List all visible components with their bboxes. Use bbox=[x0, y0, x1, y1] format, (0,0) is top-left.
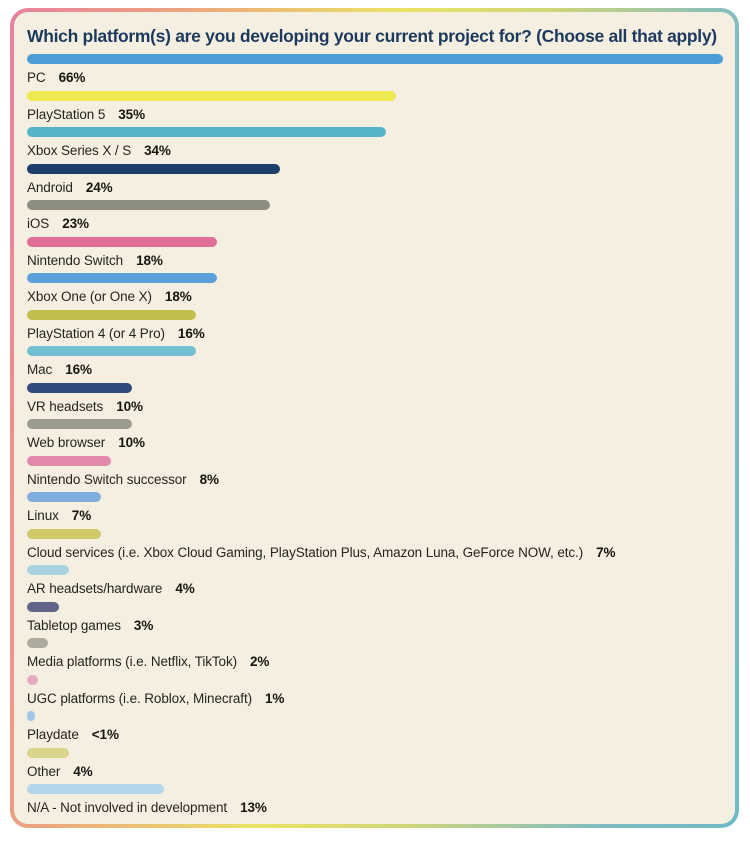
bar-label: PlayStation 5 bbox=[27, 106, 106, 122]
bar-label: PC bbox=[27, 70, 46, 85]
bar-label: Xbox Series X / S bbox=[27, 143, 132, 158]
bar-value: 3% bbox=[133, 617, 154, 633]
bar-value: 23% bbox=[62, 216, 89, 231]
bar bbox=[27, 711, 35, 721]
bar bbox=[27, 456, 111, 466]
bar-label: Playdate bbox=[27, 727, 79, 742]
bar-row bbox=[27, 346, 723, 377]
bar-row bbox=[27, 456, 723, 487]
bar-row bbox=[27, 237, 723, 268]
bar-label: Mac bbox=[27, 362, 53, 377]
bar-row bbox=[27, 54, 723, 85]
bar-row bbox=[27, 748, 723, 779]
bar-label: UGC platforms (i.e. Roblox, Minecraft) bbox=[27, 690, 253, 706]
bar-label-line bbox=[27, 144, 723, 158]
bar-label-line bbox=[27, 363, 723, 377]
bar-row bbox=[27, 784, 723, 815]
bar-value: <1% bbox=[91, 727, 119, 742]
bar bbox=[27, 492, 101, 502]
bar bbox=[27, 127, 386, 137]
bar-label-line bbox=[27, 801, 723, 815]
bar-value: 13% bbox=[240, 800, 267, 815]
bar bbox=[27, 602, 59, 612]
bar-label: Nintendo Switch successor bbox=[27, 471, 187, 487]
bar-label-line bbox=[27, 728, 723, 742]
bar-label-line bbox=[27, 582, 723, 596]
bar bbox=[27, 748, 69, 758]
bar-label: iOS bbox=[27, 216, 50, 231]
bar bbox=[27, 565, 69, 575]
bar-row bbox=[27, 675, 723, 706]
bar-label-line bbox=[27, 71, 723, 85]
bar bbox=[27, 529, 101, 539]
bar-label-line bbox=[27, 217, 723, 231]
bar-value: 4% bbox=[73, 763, 93, 779]
bar-row bbox=[27, 127, 723, 158]
chart-title: Which platform(s) are you developing your current project for? (Choose all that apply) bbox=[27, 26, 717, 46]
bar bbox=[27, 419, 132, 429]
bar bbox=[27, 784, 164, 794]
bar bbox=[27, 91, 396, 101]
bar-value: 16% bbox=[177, 325, 205, 341]
bar-label: Cloud services (i.e. Xbox Cloud Gaming, PlayStation Plus, Amazon Luna, GeForce NOW, etc.) bbox=[27, 544, 584, 560]
bar-row bbox=[27, 419, 723, 450]
bar-value: 16% bbox=[65, 362, 92, 377]
bar bbox=[27, 273, 217, 283]
bar bbox=[27, 200, 270, 210]
bar-value: 24% bbox=[85, 179, 113, 195]
bar-value: 35% bbox=[118, 106, 145, 122]
bar bbox=[27, 310, 196, 320]
bar-label: Other bbox=[27, 763, 61, 779]
bar-value: 10% bbox=[118, 435, 145, 450]
bar-label: N/A - Not involved in development bbox=[27, 800, 228, 815]
bar-row bbox=[27, 492, 723, 523]
bar-row bbox=[27, 200, 723, 231]
bar-label-line bbox=[27, 108, 723, 122]
bar-row bbox=[27, 529, 723, 560]
bar-value: 4% bbox=[175, 581, 195, 596]
bar-label: Web browser bbox=[27, 435, 106, 450]
bar-label-line bbox=[27, 473, 723, 487]
bar-label-line bbox=[27, 619, 723, 633]
bar bbox=[27, 54, 723, 64]
bar-label: Media platforms (i.e. Netflix, TikTok) bbox=[27, 654, 238, 669]
bar-value: 18% bbox=[164, 289, 192, 304]
bar-label-line bbox=[27, 254, 723, 268]
bar-value: 1% bbox=[265, 690, 285, 706]
bar-label-line bbox=[27, 327, 723, 341]
bar-chart bbox=[27, 54, 723, 815]
bar-row bbox=[27, 310, 723, 341]
bar-value: 18% bbox=[136, 252, 163, 268]
bar-label-line bbox=[27, 509, 723, 523]
bar bbox=[27, 237, 217, 247]
bar bbox=[27, 164, 280, 174]
bar-label: VR headsets bbox=[27, 398, 104, 414]
bar-label-line bbox=[27, 436, 723, 450]
bar-label: Xbox One (or One X) bbox=[27, 289, 152, 304]
bar-row bbox=[27, 91, 723, 122]
bar bbox=[27, 638, 48, 648]
bar bbox=[27, 675, 38, 685]
bar-label-line bbox=[27, 400, 723, 414]
bar-value: 7% bbox=[596, 544, 616, 560]
survey-chart-card bbox=[10, 8, 739, 828]
bar-label: Android bbox=[27, 179, 73, 195]
bar-label: AR headsets/hardware bbox=[27, 581, 163, 596]
bar-label-line bbox=[27, 765, 723, 779]
bar-label: PlayStation 4 (or 4 Pro) bbox=[27, 325, 165, 341]
bar-row bbox=[27, 711, 723, 742]
bar-row bbox=[27, 602, 723, 633]
bar-label-line bbox=[27, 655, 723, 669]
bar-label: Linux bbox=[27, 508, 59, 523]
bar-label-line bbox=[27, 692, 723, 706]
bar-row bbox=[27, 164, 723, 195]
bar-label: Tabletop games bbox=[27, 617, 121, 633]
bar-label-line bbox=[27, 181, 723, 195]
bar-label-line bbox=[27, 546, 723, 560]
bar-row bbox=[27, 565, 723, 596]
bar bbox=[27, 346, 196, 356]
bar-row bbox=[27, 383, 723, 414]
bar-value: 34% bbox=[144, 143, 171, 158]
bar-row bbox=[27, 273, 723, 304]
bar-value: 2% bbox=[250, 654, 270, 669]
bar-label: Nintendo Switch bbox=[27, 252, 124, 268]
bar-label-line bbox=[27, 290, 723, 304]
bar-value: 8% bbox=[199, 471, 219, 487]
bar-value: 10% bbox=[116, 398, 143, 414]
bar bbox=[27, 383, 132, 393]
bar-row bbox=[27, 638, 723, 669]
bar-value: 66% bbox=[58, 70, 86, 85]
bar-value: 7% bbox=[71, 508, 92, 523]
